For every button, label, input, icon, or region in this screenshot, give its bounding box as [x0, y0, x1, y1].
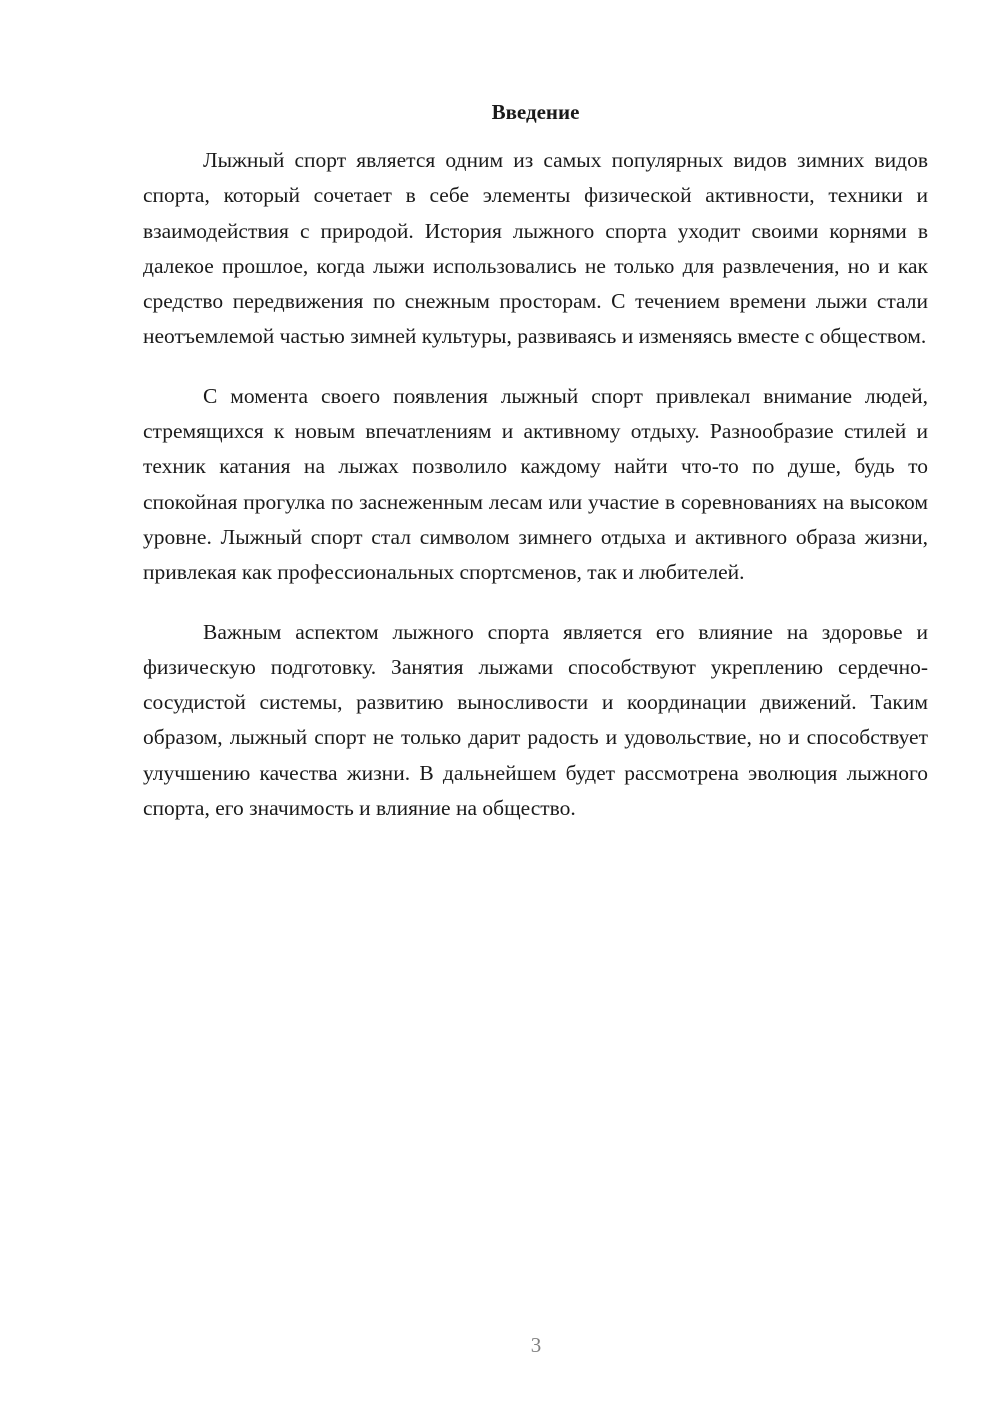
paragraph-2: С момента своего появления лыжный спорт привлекал внимание людей, стремящихся к новым впечатлениям и активному отдыху. Разнообразие стилей и техник катания на лыжах позволило каждому найти что-то по душе, будь то спокойная прогулка по заснеженным лесам или участие в соревнованиях на высоком уровне. Лыжный спорт стал символом зимнего отдыха и активного образа жизни, привлекая как профессиональных спортсменов, так и любителей. [143, 383, 928, 585]
document-body [143, 143, 928, 850]
page-number: 3 [530, 1333, 542, 1357]
page-title: Введение [491, 100, 580, 124]
paragraph-1: Лыжный спорт является одним из самых популярных видов зимних видов спорта, который сочетает в себе элементы физической активности, техники и взаимодействия с природой. История лыжного спорта уходит своими корнями в далекое прошлое, когда лыжи использовались не только для развлечения, но и как средство передвижения по снежным просторам. С течением времени лыжи стали неотъемлемой частью зимней культуры, развиваясь и изменяясь вместе с обществом. [143, 148, 928, 349]
paragraph-3: Важным аспектом лыжного спорта является его влияние на здоровье и физическую подготовку. Занятия лыжами способствуют укреплению сердечно-сосудистой системы, развитию выносливости и координации движений. Таким образом, лыжный спорт не только дарит радость и удовольствие, но и способствует улучшению качества жизни. В дальнейшем будет рассмотрена эволюция лыжного спорта, его значимость и влияние на общество. [143, 619, 928, 821]
